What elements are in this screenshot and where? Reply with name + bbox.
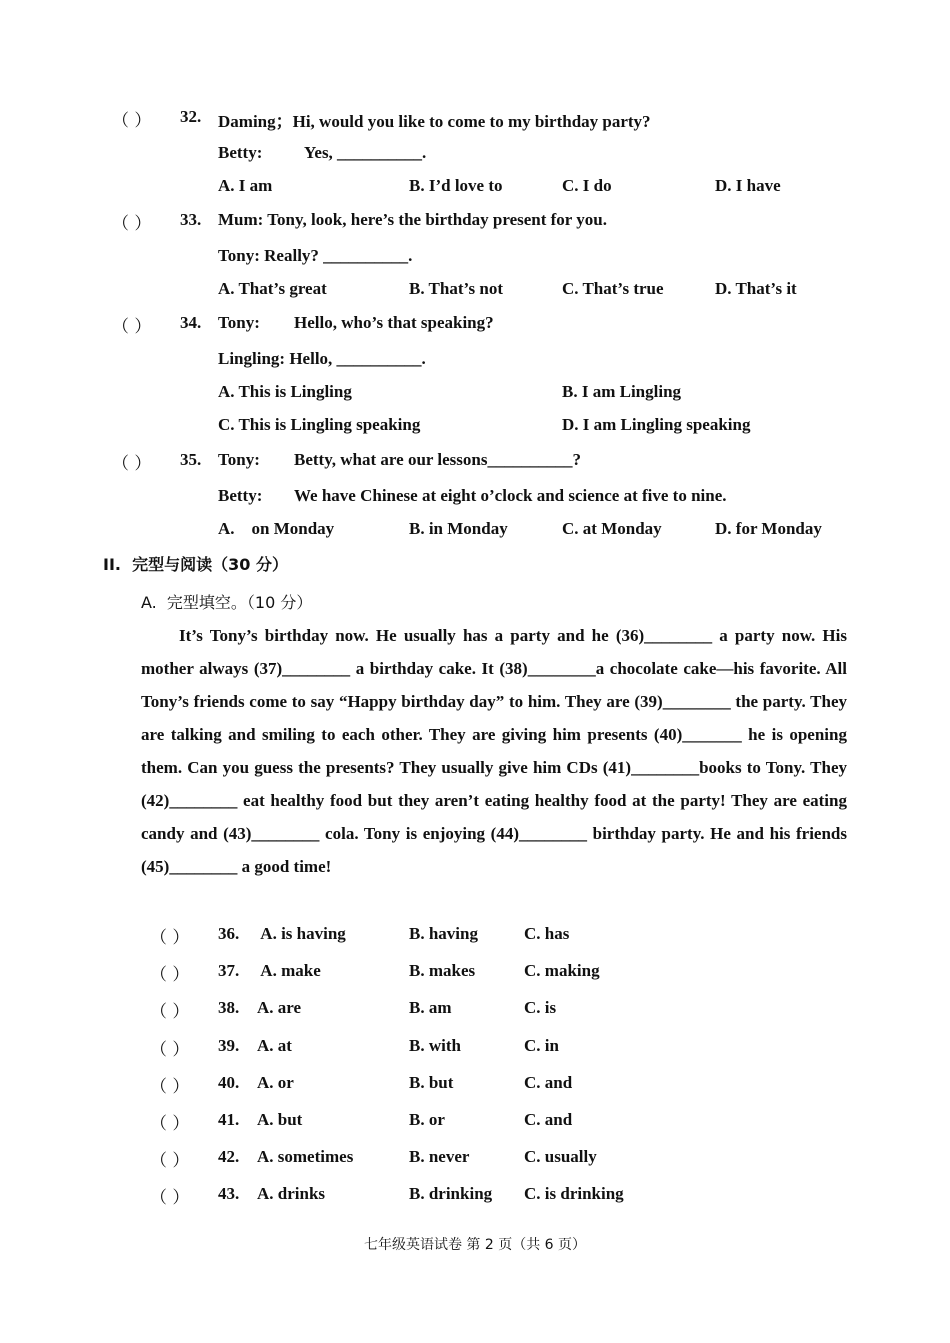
cloze-option-c: C. in xyxy=(524,1036,559,1055)
prompt-speaker: Tony: xyxy=(218,313,260,332)
cloze-option-b: B. am xyxy=(409,998,452,1017)
option-a: A. That’s great xyxy=(218,279,327,298)
cloze-number: 41. xyxy=(218,1110,240,1129)
question-number: 34. xyxy=(180,313,202,332)
question-number: 35. xyxy=(180,450,202,469)
question-prompt: Betty, what are our lessons__________? xyxy=(294,450,581,469)
option-c: C. That’s true xyxy=(562,279,664,298)
cloze-option-a: A. but xyxy=(257,1110,303,1129)
prompt-speaker: Tony: xyxy=(218,450,260,469)
reply-speaker: Betty: xyxy=(218,143,263,162)
answer-paren: （ ） xyxy=(112,317,152,337)
option-b: B. I’d love to xyxy=(409,176,503,195)
cloze-option-b: B. drinking xyxy=(409,1184,493,1203)
cloze-number: 40. xyxy=(218,1073,240,1092)
cloze-number: 43. xyxy=(218,1184,240,1203)
cloze-number: 36. xyxy=(218,924,240,943)
cloze-option-b: B. but xyxy=(409,1073,454,1092)
cloze-option-a: A. make xyxy=(257,961,321,980)
option-b: B. in Monday xyxy=(409,519,508,538)
cloze-option-c: C. and xyxy=(524,1073,573,1092)
reply-text: Lingling: Hello, __________. xyxy=(218,349,426,368)
question-number: 32. xyxy=(180,107,202,126)
cloze-option-b: B. never xyxy=(409,1147,470,1166)
answer-paren: （ ） xyxy=(150,1114,190,1134)
option-a: A. on Monday xyxy=(218,519,335,538)
option-d: D. for Monday xyxy=(715,519,822,538)
cloze-number: 39. xyxy=(218,1036,240,1055)
subsection-title: A. 完型填空。（10 分） xyxy=(141,593,313,612)
option-d: D. That’s it xyxy=(715,279,797,298)
option-b: B. I am Lingling xyxy=(562,382,682,401)
cloze-option-a: A. drinks xyxy=(257,1184,326,1203)
question-prompt: Hello, who’s that speaking? xyxy=(294,313,494,332)
cloze-option-a: A. is having xyxy=(257,924,346,943)
answer-paren: （ ） xyxy=(150,1188,190,1208)
cloze-number: 37. xyxy=(218,961,240,980)
cloze-option-c: C. usually xyxy=(524,1147,597,1166)
question-prompt: Daming；Hi, would you like to come to my birthday party? xyxy=(218,112,651,131)
question-prompt: Mum: Tony, look, here’s the birthday present for you. xyxy=(218,210,607,229)
answer-paren: （ ） xyxy=(150,1077,190,1097)
cloze-option-a: A. are xyxy=(257,998,302,1017)
reply-text: Yes, __________. xyxy=(304,143,427,162)
answer-paren: （ ） xyxy=(150,965,190,985)
cloze-option-b: B. or xyxy=(409,1110,445,1129)
reply-text: We have Chinese at eight o’clock and science at five to nine. xyxy=(294,486,727,505)
cloze-option-b: B. having xyxy=(409,924,478,943)
cloze-passage: It’s Tony’s birthday now. He usually has a party and he (36)________ a party now. His mother always (37)________ a birthday cake. It (38)________a chocolate cake—his favorite. All Tony’s friends come to say “Happy birthday day” to him. They are (39)________ the party. They are talking and smiling to each other. They are giving him presents (40)_______ he is opening them. Can you guess the presents? They usually give him CDs (41)________books to Tony. They (42)________ eat healthy food but they aren’t eating healthy food at the party! They are eating candy and (43)________ cola. Tony is enjoying (44)________ birthday party. He and his friends (45)________ a good time! xyxy=(141,626,847,876)
cloze-number: 42. xyxy=(218,1147,240,1166)
cloze-option-c: C. has xyxy=(524,924,570,943)
cloze-option-c: C. is drinking xyxy=(524,1184,624,1203)
cloze-option-c: C. making xyxy=(524,961,600,980)
cloze-option-a: A. sometimes xyxy=(257,1147,354,1166)
option-d: D. I have xyxy=(715,176,781,195)
option-d: D. I am Lingling speaking xyxy=(562,415,751,434)
option-a: A. I am xyxy=(218,176,273,195)
cloze-option-c: C. and xyxy=(524,1110,573,1129)
option-b: B. That’s not xyxy=(409,279,503,298)
cloze-option-a: A. or xyxy=(257,1073,294,1092)
answer-paren: （ ） xyxy=(150,1040,190,1060)
answer-paren: （ ） xyxy=(112,454,152,474)
cloze-option-a: A. at xyxy=(257,1036,292,1055)
option-c: C. at Monday xyxy=(562,519,662,538)
reply-text: Tony: Really? __________. xyxy=(218,246,413,265)
section-title: II. 完型与阅读（30 分） xyxy=(103,555,288,574)
cloze-option-b: B. makes xyxy=(409,961,476,980)
answer-paren: （ ） xyxy=(150,1002,190,1022)
answer-paren: （ ） xyxy=(112,214,152,234)
cloze-option-c: C. is xyxy=(524,998,557,1017)
option-c: C. I do xyxy=(562,176,612,195)
option-a: A. This is Lingling xyxy=(218,382,352,401)
cloze-number: 38. xyxy=(218,998,240,1017)
page-footer: 七年级英语试卷 第 2 页（共 6 页） xyxy=(363,1237,587,1253)
answer-paren: （ ） xyxy=(112,111,152,131)
answer-paren: （ ） xyxy=(150,1151,190,1171)
answer-paren: （ ） xyxy=(150,928,190,948)
cloze-option-b: B. with xyxy=(409,1036,461,1055)
reply-speaker: Betty: xyxy=(218,486,263,505)
question-number: 33. xyxy=(180,210,202,229)
option-c: C. This is Lingling speaking xyxy=(218,415,421,434)
